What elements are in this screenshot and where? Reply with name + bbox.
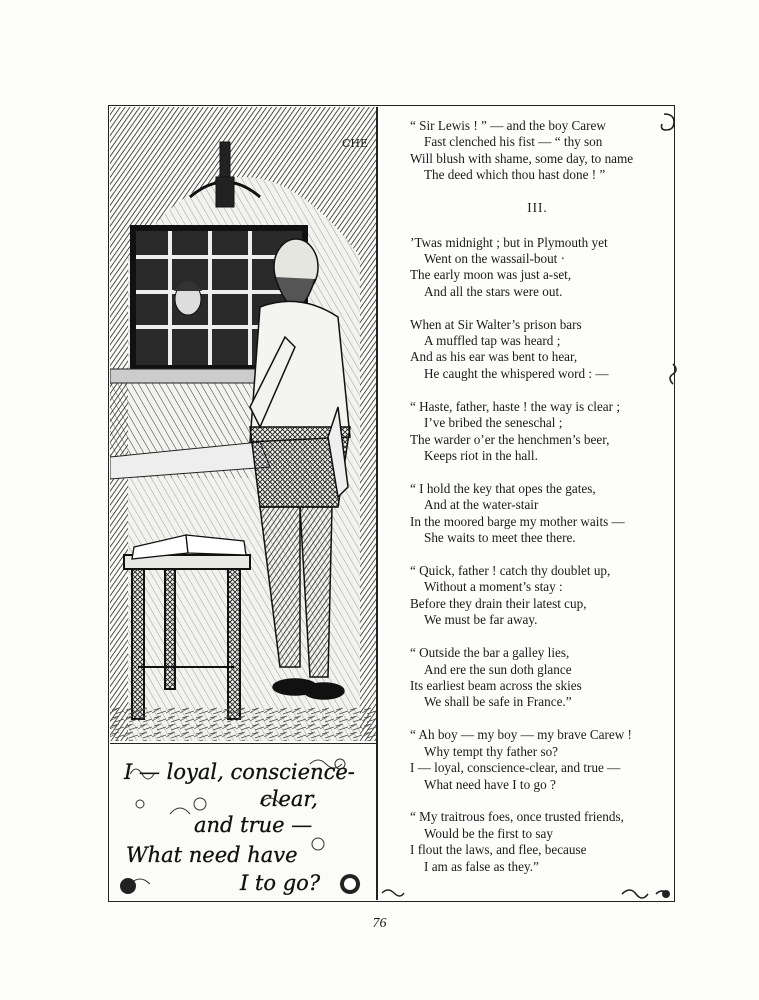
verse-line: I — loyal, conscience-clear, and true — [410,760,621,776]
verse-line: I flout the laws, and flee, because [410,842,587,858]
verse-line: Went on the wassail-bout · [424,250,566,266]
verse-line: And ere the sun doth glance [424,661,572,677]
verse-line: And at the water-stair [424,497,539,513]
verse-line: “ Outside the bar a galley lies, [410,645,570,661]
illustration-panel [110,107,376,741]
verse-line: Fast clenched his fist — “ thy son [424,134,603,150]
verse-line: The deed which thou hast done ! ” [424,167,606,183]
verse-line: In the moored barge my mother waits — [410,513,625,529]
artist-monogram: CHE [342,137,369,150]
verse-line: Why tempt thy father so? [424,743,559,759]
verse-line: “ Ah boy — my boy — my brave Carew ! [410,727,632,743]
column-divider [376,107,378,900]
stanza [410,645,665,711]
caption-line-1: I — loyal, conscience- [124,760,355,784]
verse-line: When at Sir Walter’s prison bars [410,316,582,332]
page-number: 76 [372,916,387,931]
verse-line: We must be far away. [424,612,538,628]
verse-line: Its earliest beam across the skies [410,677,582,693]
engraving-illustration [110,107,376,741]
verse-line: Before they drain their latest cup, [410,595,587,611]
verse-line: “ I hold the key that opes the gates, [410,480,596,496]
verse-line: “ Quick, father ! catch thy doublet up, [410,563,611,579]
verse-line: Would be the first to say [424,825,553,841]
caption-panel [110,743,376,900]
verse-line: Keeps riot in the hall. [424,448,538,463]
verse-line: A muffled tap was heard ; [424,333,561,349]
verse-line: And all the stars were out. [424,283,563,299]
verse-line: She waits to meet thee there. [424,530,576,546]
verse-line: “ My traitrous foes, once trusted friends, [410,809,624,825]
verse-line: The warder o’er the henchmen’s beer, [410,431,610,447]
verse-line: What need have I to go ? [424,776,556,792]
hand-lettered-caption [110,744,376,901]
verse-line: And as his ear was bent to hear, [410,349,578,365]
verse-line: He caught the whispered word : — [424,365,609,381]
verse-line: Without a moment’s stay : [424,579,563,595]
border-ornament-icon [666,362,680,386]
verse-line: ’Twas midnight ; but in Plymouth yet [410,234,608,250]
stanza [410,809,665,875]
bottom-left-ornament-icon [380,886,406,900]
caption-line-2: clear, [260,787,318,811]
caption-line-5: I to go? [240,871,321,895]
verse-column [410,118,665,892]
verse-line: We shall be safe in France.” [424,694,572,710]
stanza [410,563,665,629]
verse-line: Will blush with shame, some day, to name [410,150,634,166]
caption-line-4: What need have [126,843,298,867]
verse-line: “ Haste, father, haste ! the way is clear ; [410,398,621,414]
verse-line: I’ve bribed the seneschal ; [424,415,563,431]
caption-line-3: and true — [194,813,313,837]
stanza-sir-lewis [410,118,665,184]
stanza [410,727,665,793]
verse-line: I am as false as they.” [424,858,539,874]
stanza [410,481,665,547]
stanza [410,317,665,383]
stanza [410,399,665,465]
stanza [410,235,665,301]
verse-line: “ Sir Lewis ! ” — and the boy Carew [410,118,606,133]
section-heading: III. [527,200,548,216]
verse-line: The early moon was just a-set, [410,267,572,283]
